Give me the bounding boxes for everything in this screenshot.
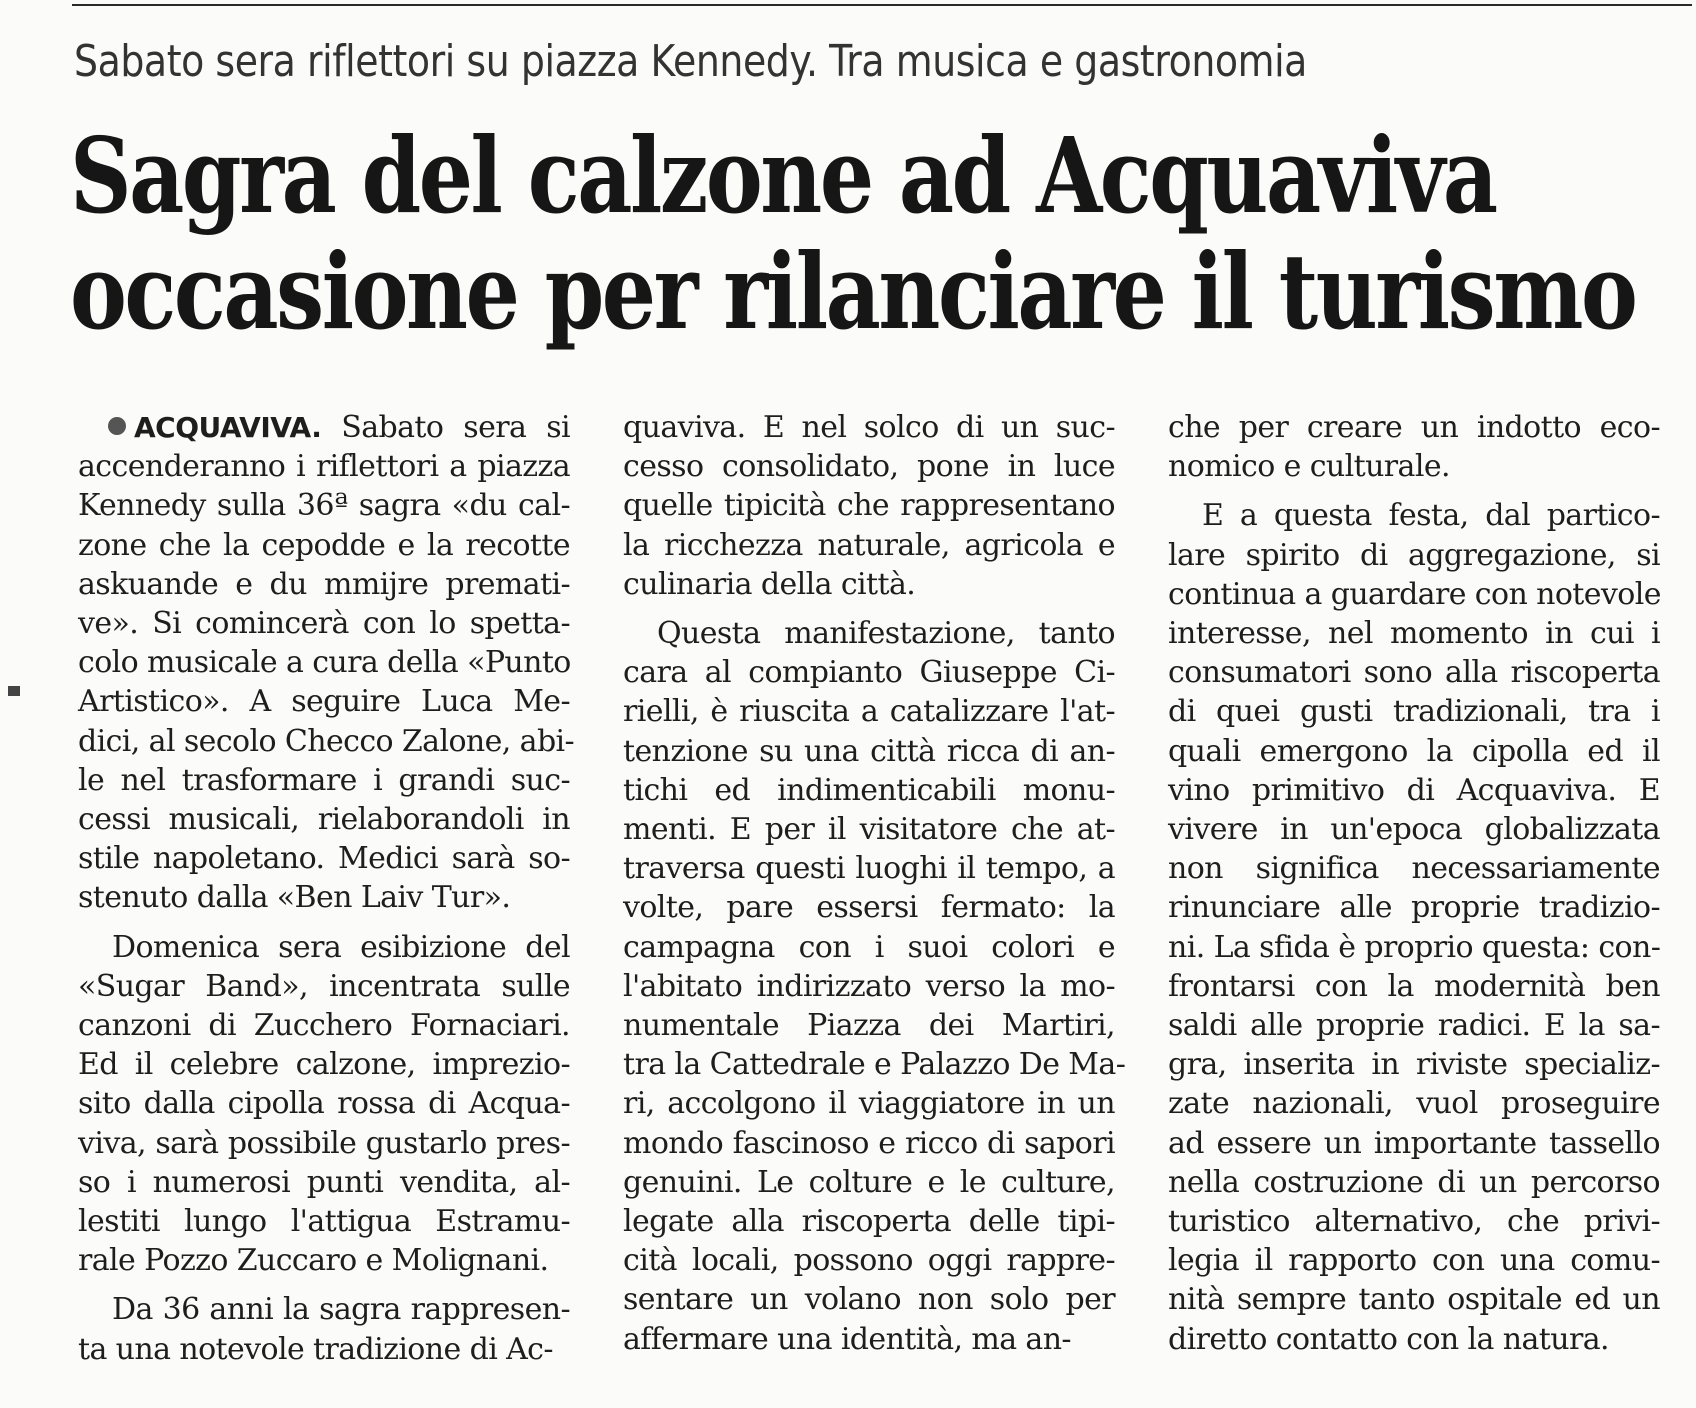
article-line: frontarsi con la modernità ben	[1168, 968, 1660, 1004]
article-line: tichi ed indimenticabili monu-	[623, 772, 1115, 808]
article-line: campagna con i suoi colori e	[623, 929, 1115, 965]
top-rule	[72, 4, 1692, 6]
article-line: rielli, è riuscita a catalizzare l'at-	[623, 694, 1115, 730]
article-line: vino primitivo di Acquaviva. E	[1168, 772, 1660, 808]
article-line: nomico e culturale.	[1168, 449, 1450, 485]
article-line: non significa necessariamente	[1168, 851, 1660, 887]
article-line: stenuto dalla «Ben Laiv Tur».	[78, 880, 511, 916]
article-line: che per creare un indotto eco-	[1168, 410, 1660, 445]
line-text: Sabato sera si	[321, 410, 570, 445]
article-line: tra la Cattedrale e Palazzo De Ma-	[623, 1047, 1126, 1083]
article-line: canzoni di Zucchero Fornaciari.	[78, 1008, 570, 1044]
article-line	[78, 408, 570, 447]
article-line: ve». Si comincerà con lo spetta-	[78, 606, 570, 642]
bullet-icon	[108, 417, 126, 435]
article-line: le nel trasformare i grandi suc-	[78, 762, 570, 798]
article-line: gra, inserita in riviste specializ-	[1168, 1047, 1660, 1083]
dateline: ACQUAVIVA.	[134, 411, 322, 444]
article-line: sentare un volano non solo per	[623, 1282, 1115, 1318]
article-line: mondo fascinoso e ricco di sapori	[623, 1125, 1115, 1161]
article-line: zone che la cepodde e la recotte	[78, 527, 570, 563]
article-line: genuini. Le colture e le culture,	[623, 1164, 1115, 1200]
article-line: sito dalla cipolla rossa di Acqua-	[78, 1086, 570, 1122]
column-1	[78, 408, 575, 1369]
article-line: ad essere un importante tassello	[1168, 1125, 1660, 1161]
headline-line-2: occasione per rilanciare il turismo	[70, 230, 1636, 353]
article-line: cessi musicali, rielaborandoli in	[78, 802, 570, 838]
article-line: Da 36 anni la sagra rappresen-	[112, 1292, 570, 1328]
article-line: turistico alternativo, che privi-	[1168, 1204, 1660, 1240]
article-line: stile napoletano. Medici sarà so-	[78, 841, 570, 877]
article-line: E a questa festa, dal partico-	[1202, 498, 1660, 534]
headline	[70, 114, 1636, 353]
article-line: zate nazionali, vuol proseguire	[1168, 1086, 1660, 1122]
article-line: nità sempre tanto ospitale ed un	[1168, 1282, 1660, 1318]
column-2	[623, 408, 1126, 1359]
article-line: Ed il celebre calzone, imprezio-	[78, 1047, 570, 1083]
article-line: tenzione su una città ricca di an-	[623, 733, 1115, 769]
column-3	[1168, 408, 1660, 1359]
article-line: askuande e du mmijre premati-	[78, 566, 570, 602]
headline-line-1: Sagra del calzone ad Acquaviva	[70, 114, 1496, 237]
article-line: di quei gusti tradizionali, tra i	[1168, 694, 1660, 730]
article-line: menti. E per il visitatore che at-	[623, 812, 1115, 848]
article-line: cità locali, possono oggi rappre-	[623, 1243, 1115, 1279]
article-line: volte, pare essersi fermato: la	[623, 890, 1115, 926]
article-line: lestiti lungo l'attigua Estramu-	[78, 1204, 570, 1240]
article-line: la ricchezza naturale, agricola e	[623, 527, 1115, 563]
article-line: viva, sarà possibile gustarlo pres-	[78, 1125, 570, 1161]
article-line: rale Pozzo Zuccaro e Molignani.	[78, 1243, 549, 1279]
kicker: Sabato sera riflettori su piazza Kennedy. Tra musica e gastronomia	[74, 36, 1307, 87]
article-line: quali emergono la cipolla ed il	[1168, 733, 1660, 769]
article-line: rinunciare alle proprie tradizio-	[1168, 890, 1660, 926]
article-line: l'abitato indirizzato verso la mo-	[623, 968, 1115, 1004]
article-line: quaviva. E nel solco di un suc-	[623, 410, 1115, 445]
article-line: «Sugar Band», incentrata sulle	[78, 968, 570, 1004]
article-line: continua a guardare con notevole	[1168, 576, 1661, 612]
article-line: culinaria della città.	[623, 566, 916, 602]
article-line: Questa manifestazione, tanto	[657, 616, 1115, 652]
article-line: ni. La sfida è proprio questa: con-	[1168, 929, 1661, 965]
article-line: colo musicale a cura della «Punto	[78, 645, 571, 681]
margin-mark	[8, 686, 20, 696]
article-line: vivere in un'epoca globalizzata	[1168, 812, 1660, 848]
article-line: saldi alle proprie radici. E la sa-	[1168, 1008, 1660, 1044]
article-line: interesse, nel momento in cui i	[1168, 616, 1660, 652]
article-line: traversa questi luoghi il tempo, a	[623, 851, 1115, 887]
article-line: dici, al secolo Checco Zalone, abi-	[78, 723, 575, 759]
article-line: lare spirito di aggregazione, si	[1168, 537, 1660, 573]
article-line: so i numerosi punti vendita, al-	[78, 1164, 570, 1200]
article-line: accenderanno i riflettori a piazza	[78, 449, 570, 485]
article-line: Artistico». A seguire Luca Me-	[78, 684, 570, 720]
article-line: legia il rapporto con una comu-	[1168, 1243, 1660, 1279]
article-line: nella costruzione di un percorso	[1168, 1164, 1660, 1200]
article-line: quelle tipicità che rappresentano	[623, 488, 1115, 524]
article-line: legate alla riscoperta delle tipi-	[623, 1204, 1115, 1240]
article-line: cesso consolidato, pone in luce	[623, 449, 1115, 485]
article-line: consumatori sono alla riscoperta	[1168, 655, 1660, 691]
article-line: diretto contatto con la natura.	[1168, 1321, 1609, 1357]
article-line: affermare una identità, ma an-	[623, 1321, 1071, 1357]
article-line: numentale Piazza dei Martiri,	[623, 1008, 1115, 1044]
article-line: ta una notevole tradizione di Ac-	[78, 1331, 553, 1367]
article-line: Domenica sera esibizione del	[112, 929, 570, 965]
article-line: Kennedy sulla 36ª sagra «du cal-	[78, 488, 570, 524]
article-line: ri, accolgono il viaggiatore in un	[623, 1086, 1115, 1122]
article-line: cara al compianto Giuseppe Ci-	[623, 655, 1115, 691]
